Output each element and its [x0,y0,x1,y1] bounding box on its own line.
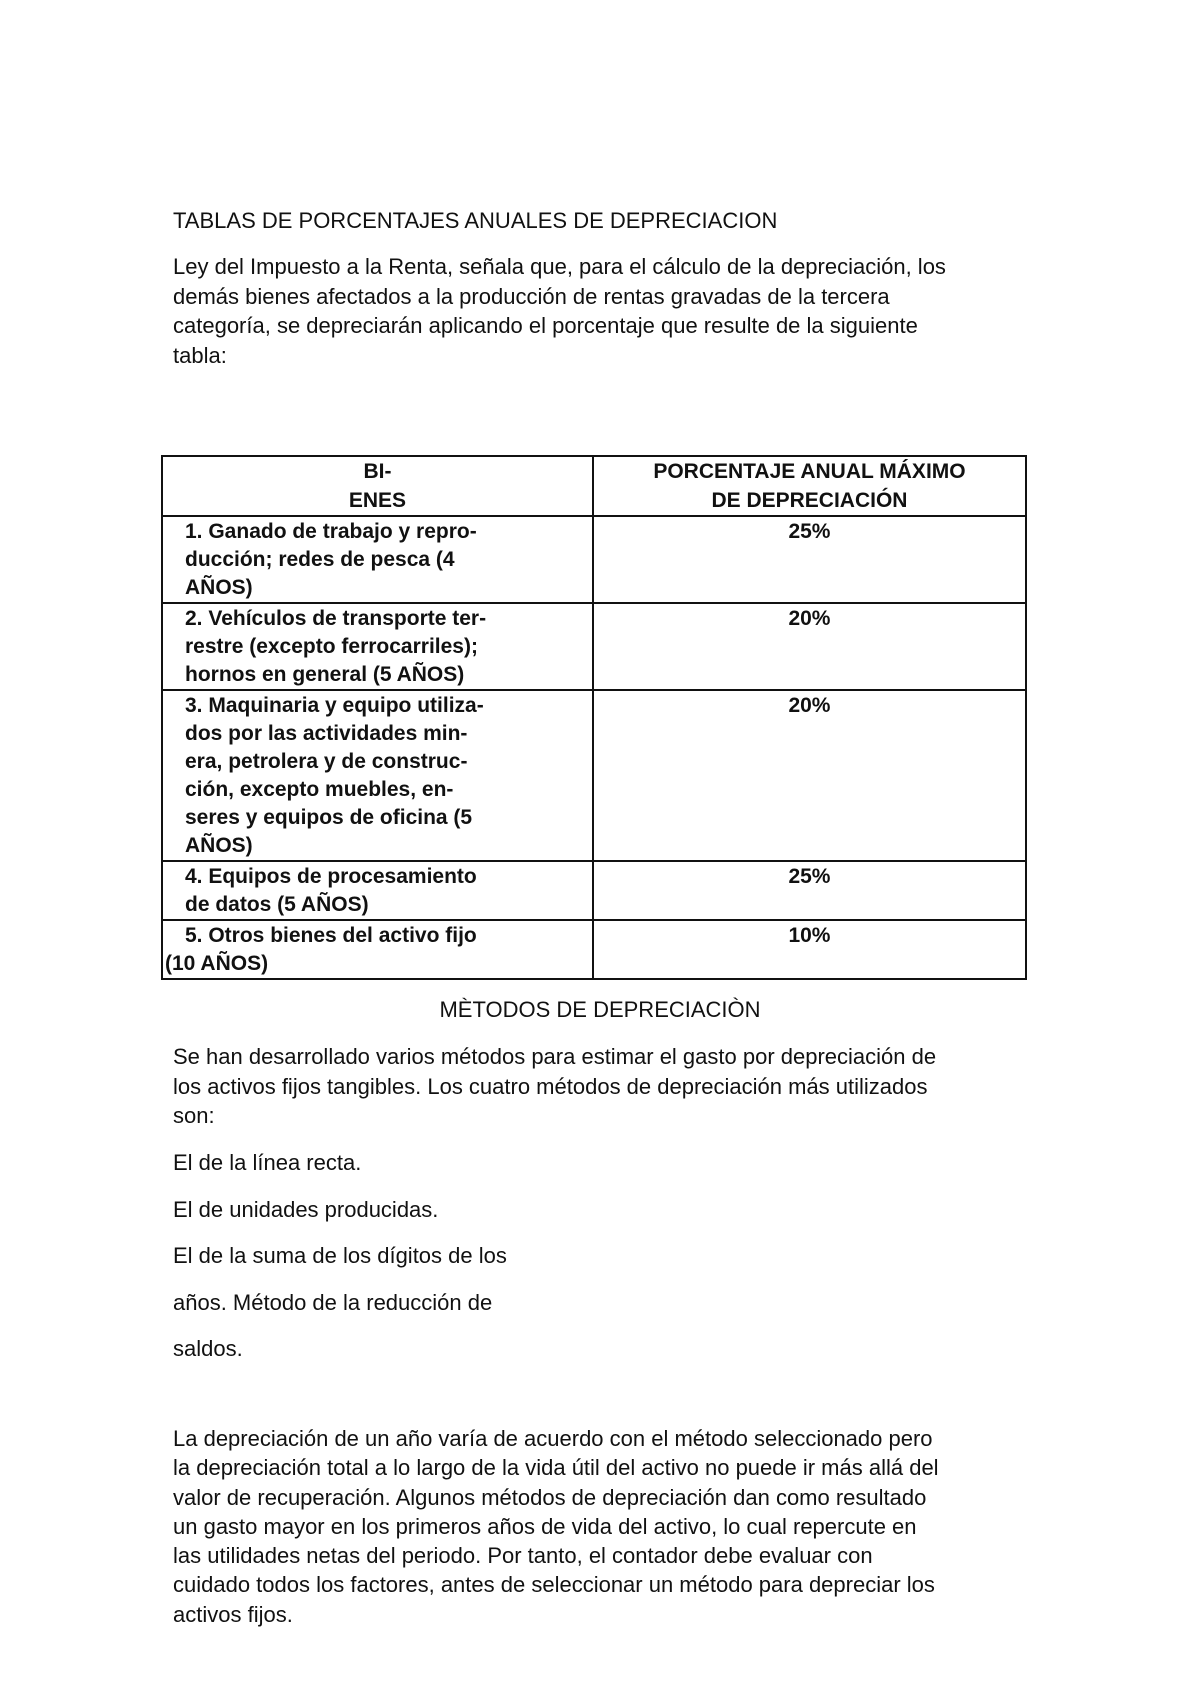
porcentaje-cell: 20% [593,690,1026,861]
method-line: El de unidades producidas. [173,1197,439,1222]
bien-line: (10 AÑOS) [165,952,269,975]
intro-line: Ley del Impuesto a la Renta, señala que, para el cálculo de la depreciación, los [173,254,946,279]
closing-line: un gasto mayor en los primeros años de vida del activo, lo cual repercute en [173,1513,917,1539]
closing-line: las utilidades netas del periodo. Por tanto, el contador debe evaluar con [173,1543,873,1569]
document-title: TABLAS DE PORCENTAJES ANUALES DE DEPRECIACION [173,208,778,233]
closing-line: La depreciación de un año varía de acuerdo con el método seleccionado pero [173,1426,933,1451]
porcentaje-cell: 25% [593,861,1026,920]
bien-line: 1. Ganado de trabajo y repro- [185,520,477,543]
bien-line: hornos en general (5 AÑOS) [185,663,465,686]
bien-line: era, petrolera y de construc- [185,750,468,773]
bien-line: AÑOS) [185,834,253,857]
header-porcentaje [593,456,1026,516]
intro-line: tabla: [173,342,227,368]
intro-paragraph [173,252,946,370]
closing-line: cuidado todos los factores, antes de seleccionar un método para depreciar los [173,1572,935,1598]
porcentaje-cell: 25% [593,516,1026,603]
bien-cell [162,920,593,979]
table-row [162,516,1026,603]
table-row [162,603,1026,690]
table-header-row [162,456,1026,516]
header-bienes [162,456,593,516]
porcentaje-cell: 20% [593,603,1026,690]
closing-line: la depreciación total a lo largo de la vida útil del activo no puede ir más allá del [173,1455,939,1481]
bien-line: restre (excepto ferrocarriles); [185,635,478,658]
bien-line: AÑOS) [185,576,253,599]
bien-cell [162,861,593,920]
bien-cell [162,690,593,861]
porcentaje-cell: 10% [593,920,1026,979]
bien-cell [162,603,593,690]
table-row [162,690,1026,861]
bien-line: 2. Vehículos de transporte ter- [185,607,487,630]
header-porcentaje-line: PORCENTAJE ANUAL MÁXIMO [653,460,966,483]
bien-line: seres y equipos de oficina (5 [185,806,473,829]
methods-title: MÈTODOS DE DEPRECIACIÒN [439,997,761,1022]
header-porcentaje-line: DE DEPRECIACIÓN [711,489,908,512]
bien-line: ción, excepto muebles, en- [185,778,454,801]
bien-line: ducción; redes de pesca (4 [185,548,455,571]
closing-line: activos fijos. [173,1601,293,1627]
depreciation-table [161,455,1027,980]
method-line: El de la línea recta. [173,1150,362,1175]
bien-cell [162,516,593,603]
header-bienes-line: BI- [363,460,392,483]
header-bienes-line: ENES [348,489,407,512]
table-row [162,861,1026,920]
method-line: saldos. [173,1336,243,1361]
table-row [162,920,1026,979]
bien-line: de datos (5 AÑOS) [185,893,369,916]
intro-line: categoría, se depreciarán aplicando el porcentaje que resulte de la siguiente [173,313,918,338]
methods-intro-line: Se han desarrollado varios métodos para estimar el gasto por depreciación de [173,1044,937,1069]
closing-paragraph [173,1424,939,1629]
methods-intro-line: los activos fijos tangibles. Los cuatro métodos de depreciación más utilizados [173,1073,928,1099]
intro-line: demás bienes afectados a la producción de rentas gravadas de la tercera [173,283,890,309]
closing-line: valor de recuperación. Algunos métodos de depreciación dan como resultado [173,1484,927,1510]
method-line: años. Método de la reducción de [173,1290,493,1315]
bien-line: 3. Maquinaria y equipo utiliza- [185,694,484,717]
methods-intro-line: son: [173,1103,215,1128]
methods-intro-paragraph [173,1042,936,1131]
method-line: El de la suma de los dígitos de los [173,1243,507,1268]
bien-line: dos por las actividades min- [185,722,468,745]
bien-line: 5. Otros bienes del activo fijo [185,924,477,947]
bien-line: 4. Equipos de procesamiento [185,865,477,888]
